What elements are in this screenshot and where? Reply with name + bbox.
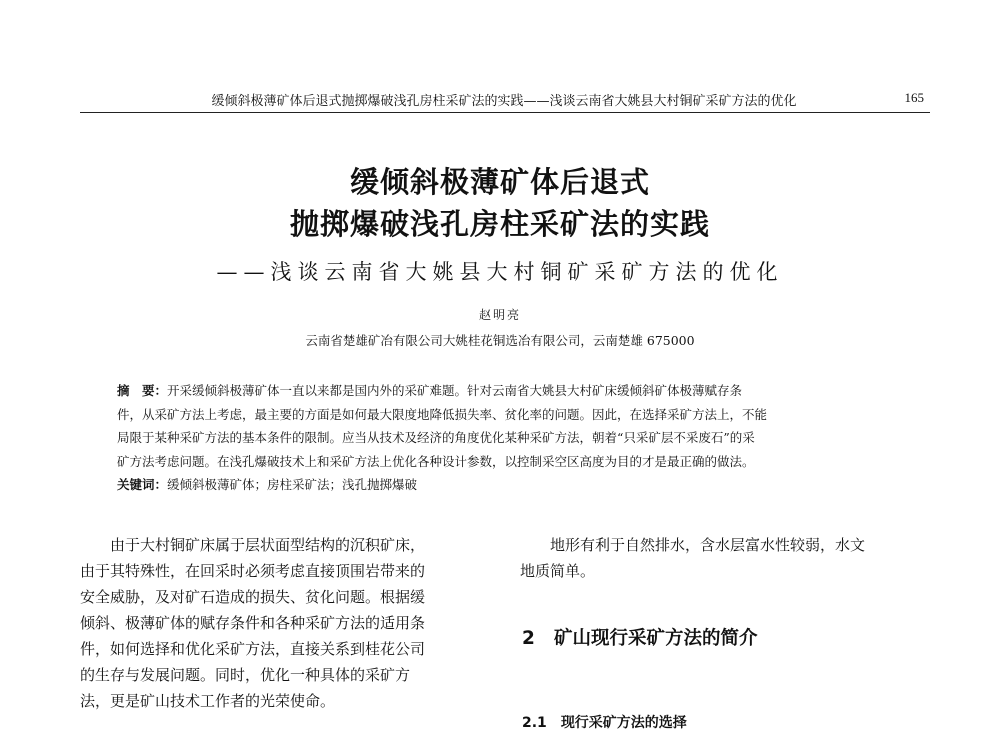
abstract	[117, 379, 907, 497]
section-title: 矿山现行采矿方法的简介	[554, 628, 758, 649]
body-line: 件，如何选择和优化采矿方法，直接关系到桂花公司	[80, 640, 426, 658]
author: 赵明亮	[478, 308, 521, 322]
body-line: 倾斜、极薄矿体的赋存条件和各种采矿方法的适用条	[80, 614, 426, 632]
abstract-label: 摘 要：	[117, 383, 168, 398]
body-line: 地形有利于自然排水，含水层富水性较弱，水文	[520, 536, 866, 554]
keywords-text: 缓倾斜极薄矿体；房柱采矿法；浅孔抛掷爆破	[167, 477, 418, 492]
subsection-number: 2.1	[522, 715, 547, 731]
running-head	[80, 90, 930, 113]
section-number: 2	[522, 628, 535, 649]
abstract-line	[117, 379, 907, 403]
page-number: 165	[904, 90, 924, 105]
keywords-label: 关键词：	[117, 477, 168, 492]
running-head-title: 缓倾斜极薄矿体后退式抛掷爆破浅孔房柱采矿法的实践——浅谈云南省大姚县大村铜矿采矿方法的优化	[211, 94, 797, 109]
abstract-line: 矿方法考虑问题。在浅孔爆破技术上和采矿方法上优化各种设计参数，以控制采空区高度为目的才是最正确的做法。	[117, 453, 755, 469]
paper-subtitle: ——浅谈云南省大姚县大村铜矿采矿方法的优化	[216, 260, 784, 284]
abstract-text: 开采缓倾斜极薄矿体一直以来都是国内外的采矿难题。针对云南省大姚县大村矿床缓倾斜矿体极薄赋存条	[167, 383, 743, 398]
paper-title-line-1: 缓倾斜极薄矿体后退式	[349, 165, 650, 199]
affiliation: 云南省楚雄矿冶有限公司大姚桂花铜选冶有限公司，云南楚雄 675000	[305, 333, 695, 348]
keywords-line	[117, 473, 907, 497]
body-right-column	[520, 532, 935, 584]
section-heading	[522, 624, 758, 650]
abstract-line: 件，从采矿方法上考虑，最主要的方面是如何最大限度地降低损失率、贫化率的问题。因此，在选择采矿方法上，不能	[117, 406, 768, 422]
subsection-heading	[522, 712, 687, 732]
paper-title-line-2: 抛掷爆破浅孔房柱采矿法的实践	[289, 207, 710, 241]
subsection-title: 现行采矿方法的选择	[560, 715, 687, 731]
body-line: 法，更是矿山技术工作者的光荣使命。	[80, 692, 336, 710]
body-line: 的生存与发展问题。同时，优化一种具体的采矿方	[80, 666, 411, 684]
body-line: 地质简单。	[520, 562, 596, 580]
body-left-column	[80, 532, 495, 714]
body-line: 安全威胁，及对矿石造成的损失、贫化问题。根据缓	[80, 588, 426, 606]
body-line: 由于大村铜矿床属于层状面型结构的沉积矿床，	[80, 536, 426, 554]
abstract-line: 局限于某种采矿方法的基本条件的限制。应当从技术及经济的角度优化某种采矿方法，朝着“只采矿层不采废石”的采	[117, 430, 755, 445]
body-line: 由于其特殊性，在回采时必须考虑直接顶围岩带来的	[80, 562, 426, 580]
